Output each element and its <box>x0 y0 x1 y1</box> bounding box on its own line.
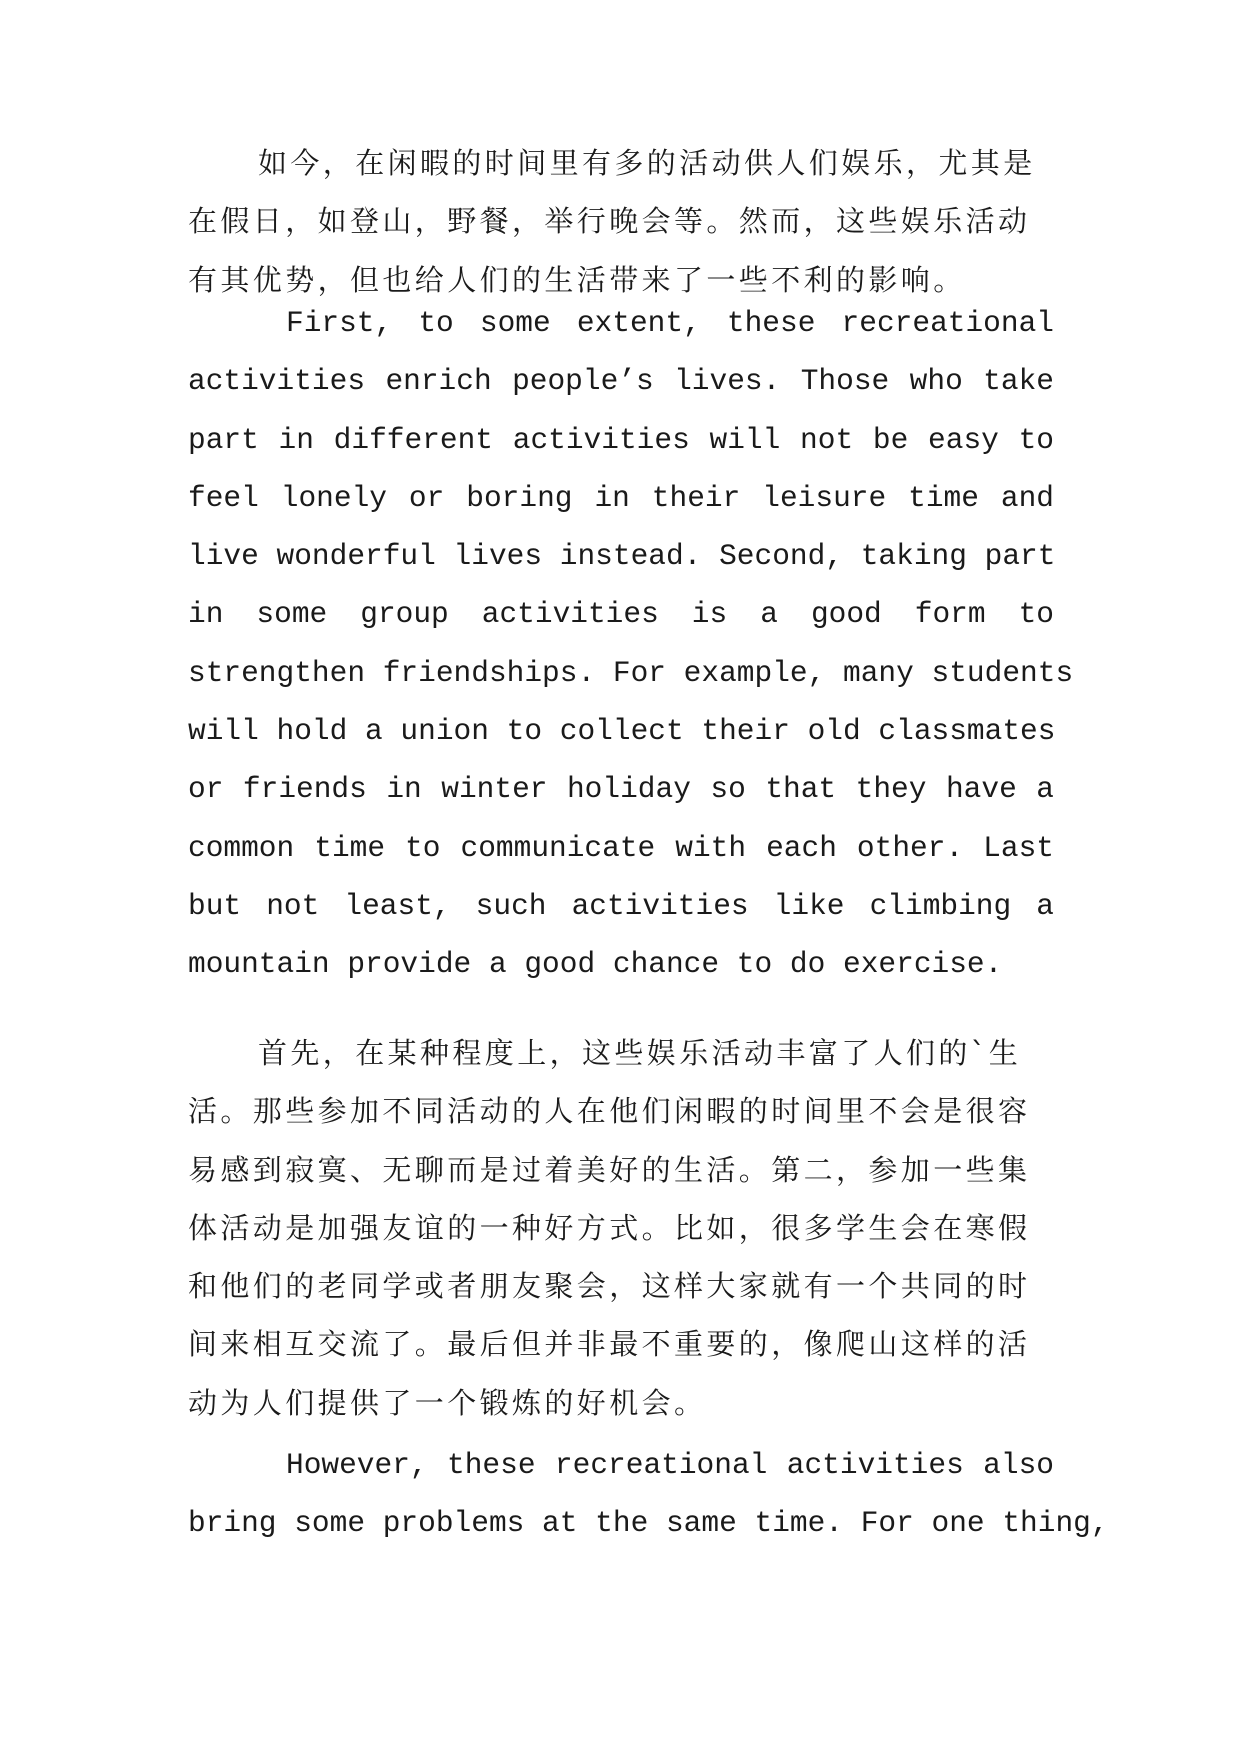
text-line: part in different activities will not be easy to <box>188 422 1054 457</box>
text-line: strengthen friendships. For example, many students <box>188 655 1074 690</box>
text-line: mountain provide a good chance to do exercise. <box>188 947 1003 982</box>
text-line: in some group activities is a good form to <box>188 597 1054 632</box>
paragraph-english-problems <box>188 1436 1109 1553</box>
text-line: bring some problems at the same time. For one thing, <box>188 1506 1109 1541</box>
paragraph-chinese-advantages <box>188 1024 1054 1432</box>
text-line: First, to some extent, these recreational <box>286 306 1054 340</box>
text-line: will hold a union to collect their old classmates <box>188 714 1056 749</box>
text-line: common time to communicate with each other. Last <box>188 830 1054 865</box>
text-line: or friends in winter holiday so that they have a <box>188 772 1054 807</box>
text-line: feel lonely or boring in their leisure time and <box>188 480 1054 515</box>
text-line: 如今，在闲暇的时间里有多的活动供人们娱乐，尤其是 <box>258 146 1036 180</box>
text-line: 有其优势，但也给人们的生活带来了一些不利的影响。 <box>188 262 966 297</box>
text-line: but not least, such activities like climbing a <box>188 888 1054 923</box>
text-line: 在假日，如登山，野餐，举行晚会等。然而，这些娱乐活动 <box>188 204 1031 239</box>
text-line: 间来相互交流了。最后但并非最不重要的，像爬山这样的活 <box>188 1327 1031 1362</box>
text-line: However, these recreational activities also <box>286 1448 1054 1482</box>
text-line: 活。那些参加不同活动的人在他们闲暇的时间里不会是很容 <box>188 1094 1031 1129</box>
text-line: 首先，在某种程度上，这些娱乐活动丰富了人们的`生 <box>258 1036 1022 1070</box>
paragraph-chinese-intro <box>188 134 1054 309</box>
text-line: 易感到寂寞、无聊而是过着美好的生活。第二，参加一些集 <box>188 1152 1031 1187</box>
paragraph-english-advantages <box>188 294 1074 994</box>
text-line: 和他们的老同学或者朋友聚会，这样大家就有一个共同的时 <box>188 1269 1031 1304</box>
text-line: activities enrich people’s lives. Those who take <box>188 364 1054 399</box>
text-line: 体活动是加强友谊的一种好方式。比如，很多学生会在寒假 <box>188 1210 1031 1245</box>
text-line: live wonderful lives instead. Second, taking part <box>188 539 1056 574</box>
text-line: 动为人们提供了一个锻炼的好机会。 <box>188 1385 707 1420</box>
